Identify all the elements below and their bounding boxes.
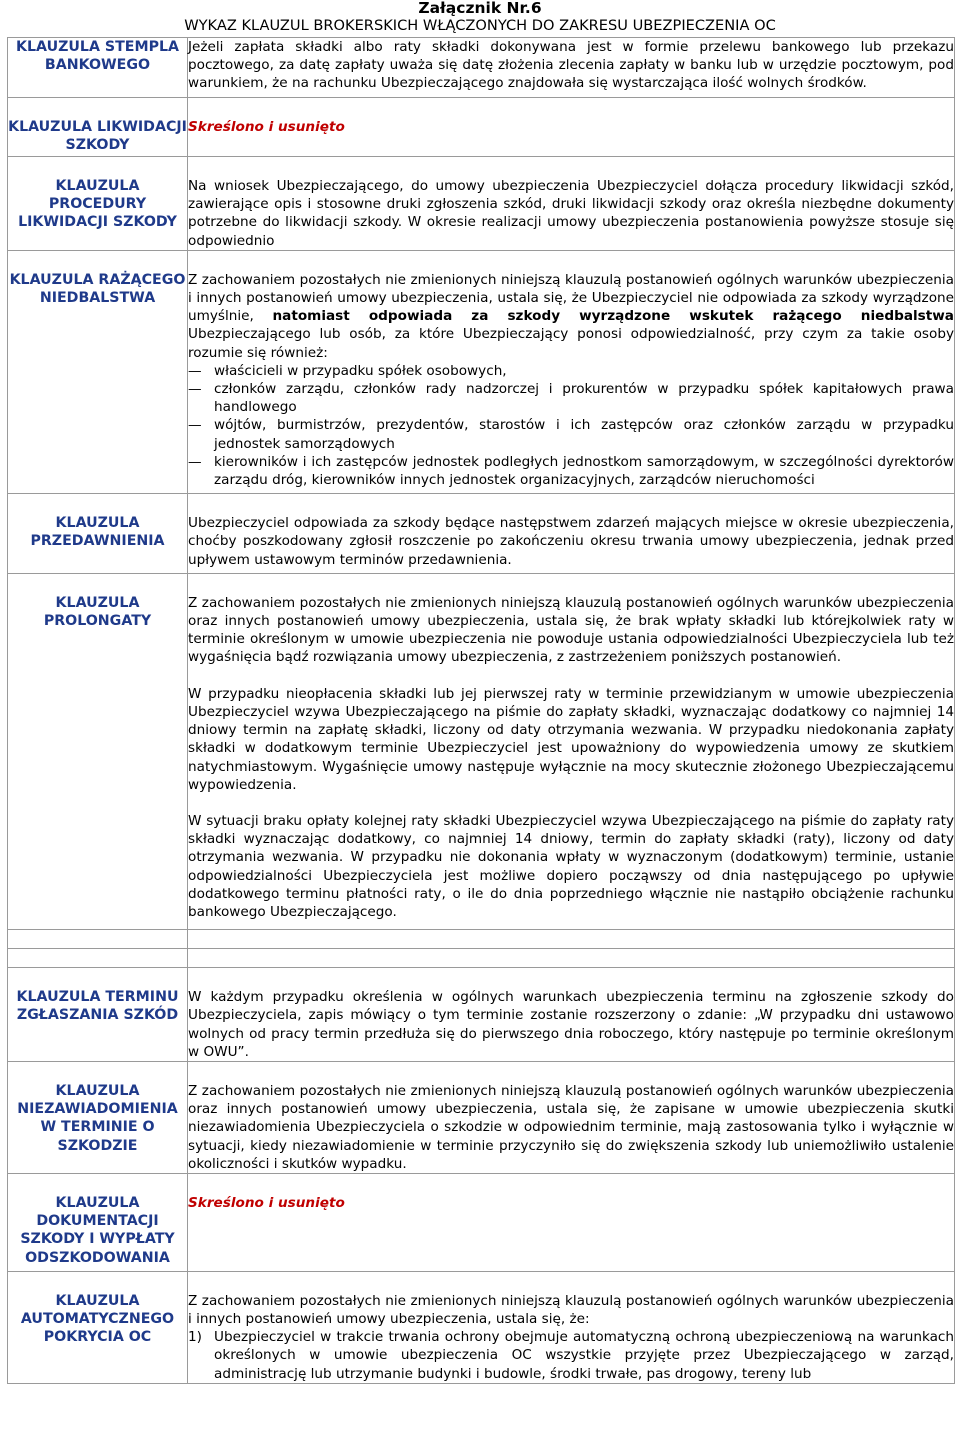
attachment-number: Załącznik Nr.6 [418, 0, 542, 17]
clause-paragraph: Z zachowaniem pozostałych nie zmienionych niniejszą klauzulą postanowień ogólnych warunków ubezpieczenia oraz innych postanowień umowy ubezpieczenia, ustala się, że zapisane w umowie ubezpieczenia skutki niezawiadomienia Ubezpieczyciela o szkodzie w odpowiednim terminie, mają zastosowania tylko i wyłącznie w sytuacji, kiedy niezawiadomienie w terminie przyczyniło się do zwiększenia szkody lub uniemożliwiło ustalenie okoliczności i skutków wypadku. [188, 1082, 954, 1172]
list-item: — kierowników i ich zastępców jednostek podległych jednostkom samorządowym, w szczególności dyrektorów zarządu dróg, kierowników innych jednostek organizacyjnych, zarządców nieruchomości [188, 453, 954, 489]
clause-label-przedawnienia: KLAUZULA PRZEDAWNIENIA [8, 494, 188, 574]
clause-row-procedury [8, 157, 955, 251]
clause-paragraph: W każdym przypadku określenia w ogólnych warunkach ubezpieczenia terminu na zgłoszenie szkody do Ubezpieczyciela, zapis mówiący o tym terminie zostanie rozszerzony o zdanie: „W przypadku dni ustawowo wolnych od pracy termin przedłuża się do pierwszego dnia roboczego, który następuje po terminie określonym w OWU”. [188, 989, 954, 1060]
clause-label-termin: KLAUZULA TERMINU ZGŁASZANIA SZKÓD [8, 968, 188, 1062]
clause-text-przedawnienia [188, 494, 955, 574]
struck-notice: Skreślono i usunięto [188, 118, 345, 135]
clause-label-niezawiadomienia: KLAUZULA NIEZAWIADOMIENIA W TERMINIE O SZKODZIE [8, 1061, 188, 1173]
clause-text-niedbalstwa [188, 250, 955, 493]
clause-paragraph: Z zachowaniem pozostałych nie zmienionych niniejszą klauzulą postanowień ogólnych warunków ubezpieczenia i innych postanowień umowy ubezpieczenia, ustala się, że: [188, 1292, 954, 1327]
numbered-item: 1) Ubezpieczyciel w trakcie trwania ochrony obejmuje automatyczną ochroną ubezpieczeniową na warunkach określonych w umowie ubezpieczenia OC wszystkie przyjęte przez Ubezpieczającego w zarząd, administrację lub utrzymanie budynki i budowle, środki trwałe, pas drogowy, tereny lub [188, 1329, 954, 1382]
clause-text-dokumentacji [188, 1173, 955, 1271]
clause-text-procedury [188, 157, 955, 251]
empty-row [8, 930, 955, 949]
clause-text-automatycznego [188, 1271, 955, 1383]
list-item: — członków zarządu, członków rady nadzorczej i prokurentów w przypadku spółek kapitałowych prawa handlowego [188, 380, 954, 416]
clause-row-niedbalstwa [8, 250, 955, 493]
clause-text-likwidacji [188, 97, 955, 156]
clauses-table [7, 37, 955, 1384]
clause-label-procedury: KLAUZULA PROCEDURY LIKWIDACJI SZKODY [8, 157, 188, 251]
clause-text-niezawiadomienia [188, 1061, 955, 1173]
list-item: — wójtów, burmistrzów, prezydentów, starostów i ich zastępców oraz członków zarządu w przypadku jednostek samorządowych [188, 416, 954, 452]
document-header [0, 0, 960, 34]
clause-label-niedbalstwa: KLAUZULA RAŻĄCEGO NIEDBALSTWA [8, 250, 188, 493]
clause-row-dokumentacji [8, 1173, 955, 1271]
clause-paragraph: Na wniosek Ubezpieczającego, do umowy ubezpieczenia Ubezpieczyciel dołącza procedury likwidacji szkód, zawierające opis i stosowne druki zgłoszenia szkód, druki likwidacji szkody oraz określa niezbędne dokumenty potrzebne do likwidacji szkody. W okresie realizacji umowy ubezpieczenia postanowienia powyższe stosuje się odpowiednio [188, 178, 954, 249]
clause-text-prolongaty [188, 573, 955, 929]
clause-paragraph: W sytuacji braku opłaty kolejnej raty składki Ubezpieczyciel wzywa Ubezpieczającego na piśmie do zapłaty raty składki wyznaczając dodatkowy, co najmniej 14 dniowy, termin do zapłaty składki (raty), liczony od daty otrzymania wezwania. W przypadku nie dokonania wpłaty w wyznaczonym (dodatkowym) terminie, ustanie odpowiedzialności Ubezpieczyciela jest możliwe dopiero począwszy od dnia następującego po upływie dodatkowego terminu płatności raty, o ile do dnia poprzedniego włącznie nie nastąpiło obciążenie rachunku bankowego Ubezpieczającego. [188, 812, 954, 920]
list-title: WYKAZ KLAUZUL BROKERSKICH WŁĄCZONYCH DO ZAKRESU UBEZPIECZENIA OC [184, 17, 776, 34]
clause-label-dokumentacji: KLAUZULA DOKUMENTACJI SZKODY I WYPŁATY ODSZKODOWANIA [8, 1173, 188, 1271]
struck-notice: Skreślono i usunięto [188, 1194, 345, 1211]
clause-paragraph: Ubezpieczyciel odpowiada za szkody będące następstwem zdarzeń mających miejsce w okresie ubezpieczenia, choćby poszkodowany zgłosił roszczenie po zakończeniu okresu trwania umowy ubezpieczenia, jednak przed upływem ustawowym terminów przedawnienia. [188, 515, 954, 568]
clause-row-przedawnienia [8, 494, 955, 574]
empty-row [8, 949, 955, 968]
clause-paragraph: Jeżeli zapłata składki albo raty składki dokonywana jest w formie przelewu bankowego lub przekazu pocztowego, za datę zapłaty uważa się datę złożenia zlecenia zapłaty w banku lub w urzędzie pocztowym, pod warunkiem, że na rachunku Ubezpieczającego znajdowała się wystarczająca ilość wolnych środków. [188, 39, 954, 92]
clause-paragraph: Z zachowaniem pozostałych nie zmienionych niniejszą klauzulą postanowień ogólnych warunków ubezpieczenia i innych postanowień umowy ubezpieczenia, ustala się, że Ubezpieczyciel nie odpowiada za szkody wyrządzone umyślnie, natomiast odpowiada za szkody wyrządzone wskutek rażącego niedbalstwa Ubezpieczającego lub osób, za które Ubezpieczający ponosi odpowiedzialność, przy czym za takie osoby rozumie się również: [188, 271, 954, 361]
clause-row-stempla [8, 38, 955, 98]
clause-text-stempla [188, 38, 955, 98]
clause-label-prolongaty: KLAUZULA PROLONGATY [8, 573, 188, 929]
clause-label-likwidacji: KLAUZULA LIKWIDACJI SZKODY [8, 97, 188, 156]
list-item: — właścicieli w przypadku spółek osobowych, [188, 362, 954, 380]
clause-text-termin [188, 968, 955, 1062]
clause-row-automatycznego [8, 1271, 955, 1383]
bold-phrase: natomiast odpowiada za szkody wyrządzone wskutek rażącego niedbalstwa [272, 308, 954, 325]
clause-row-prolongaty [8, 573, 955, 929]
clause-paragraph: Z zachowaniem pozostałych nie zmienionych niniejszą klauzulą postanowień ogólnych warunków ubezpieczenia oraz innych postanowień umowy ubezpieczenia, ustala się, że brak wpłaty składki lub którejkolwiek raty w terminie określonym w umowie ubezpieczenia nie powoduje ustania odpowiedzialności Ubezpieczyciela lub też wygaśnięcia bądź rozwiązania umowy ubezpieczenia, z zastrzeżeniem poniższych postanowień. [188, 594, 954, 666]
clause-row-termin [8, 968, 955, 1062]
clause-row-niezawiadomienia [8, 1061, 955, 1173]
clause-paragraph: W przypadku nieopłacenia składki lub jej pierwszej raty w terminie przewidzianym w umowie ubezpieczenia Ubezpieczyciel wzywa Ubezpieczającego na piśmie do zapłaty składki, wyznaczając dodatkowy co najmniej 14 dniowy termin na zapłatę składki, liczony od daty otrzymania wezwania. W przypadku niedokonania zapłaty składki w dodatkowym terminie Ubezpieczyciel jest upoważniony do wypowiedzenia umowy ze skutkiem natychmiastowym. Wygaśnięcie umowy następuje wyłącznie na mocy skutecznie złożonego Ubezpieczającemu wypowiedzenia. [188, 685, 954, 793]
clause-label-stempla: KLAUZULA STEMPLA BANKOWEGO [8, 38, 188, 98]
clause-label-automatycznego: KLAUZULA AUTOMATYCZNEGO POKRYCIA OC [8, 1271, 188, 1383]
clause-row-likwidacji [8, 97, 955, 156]
